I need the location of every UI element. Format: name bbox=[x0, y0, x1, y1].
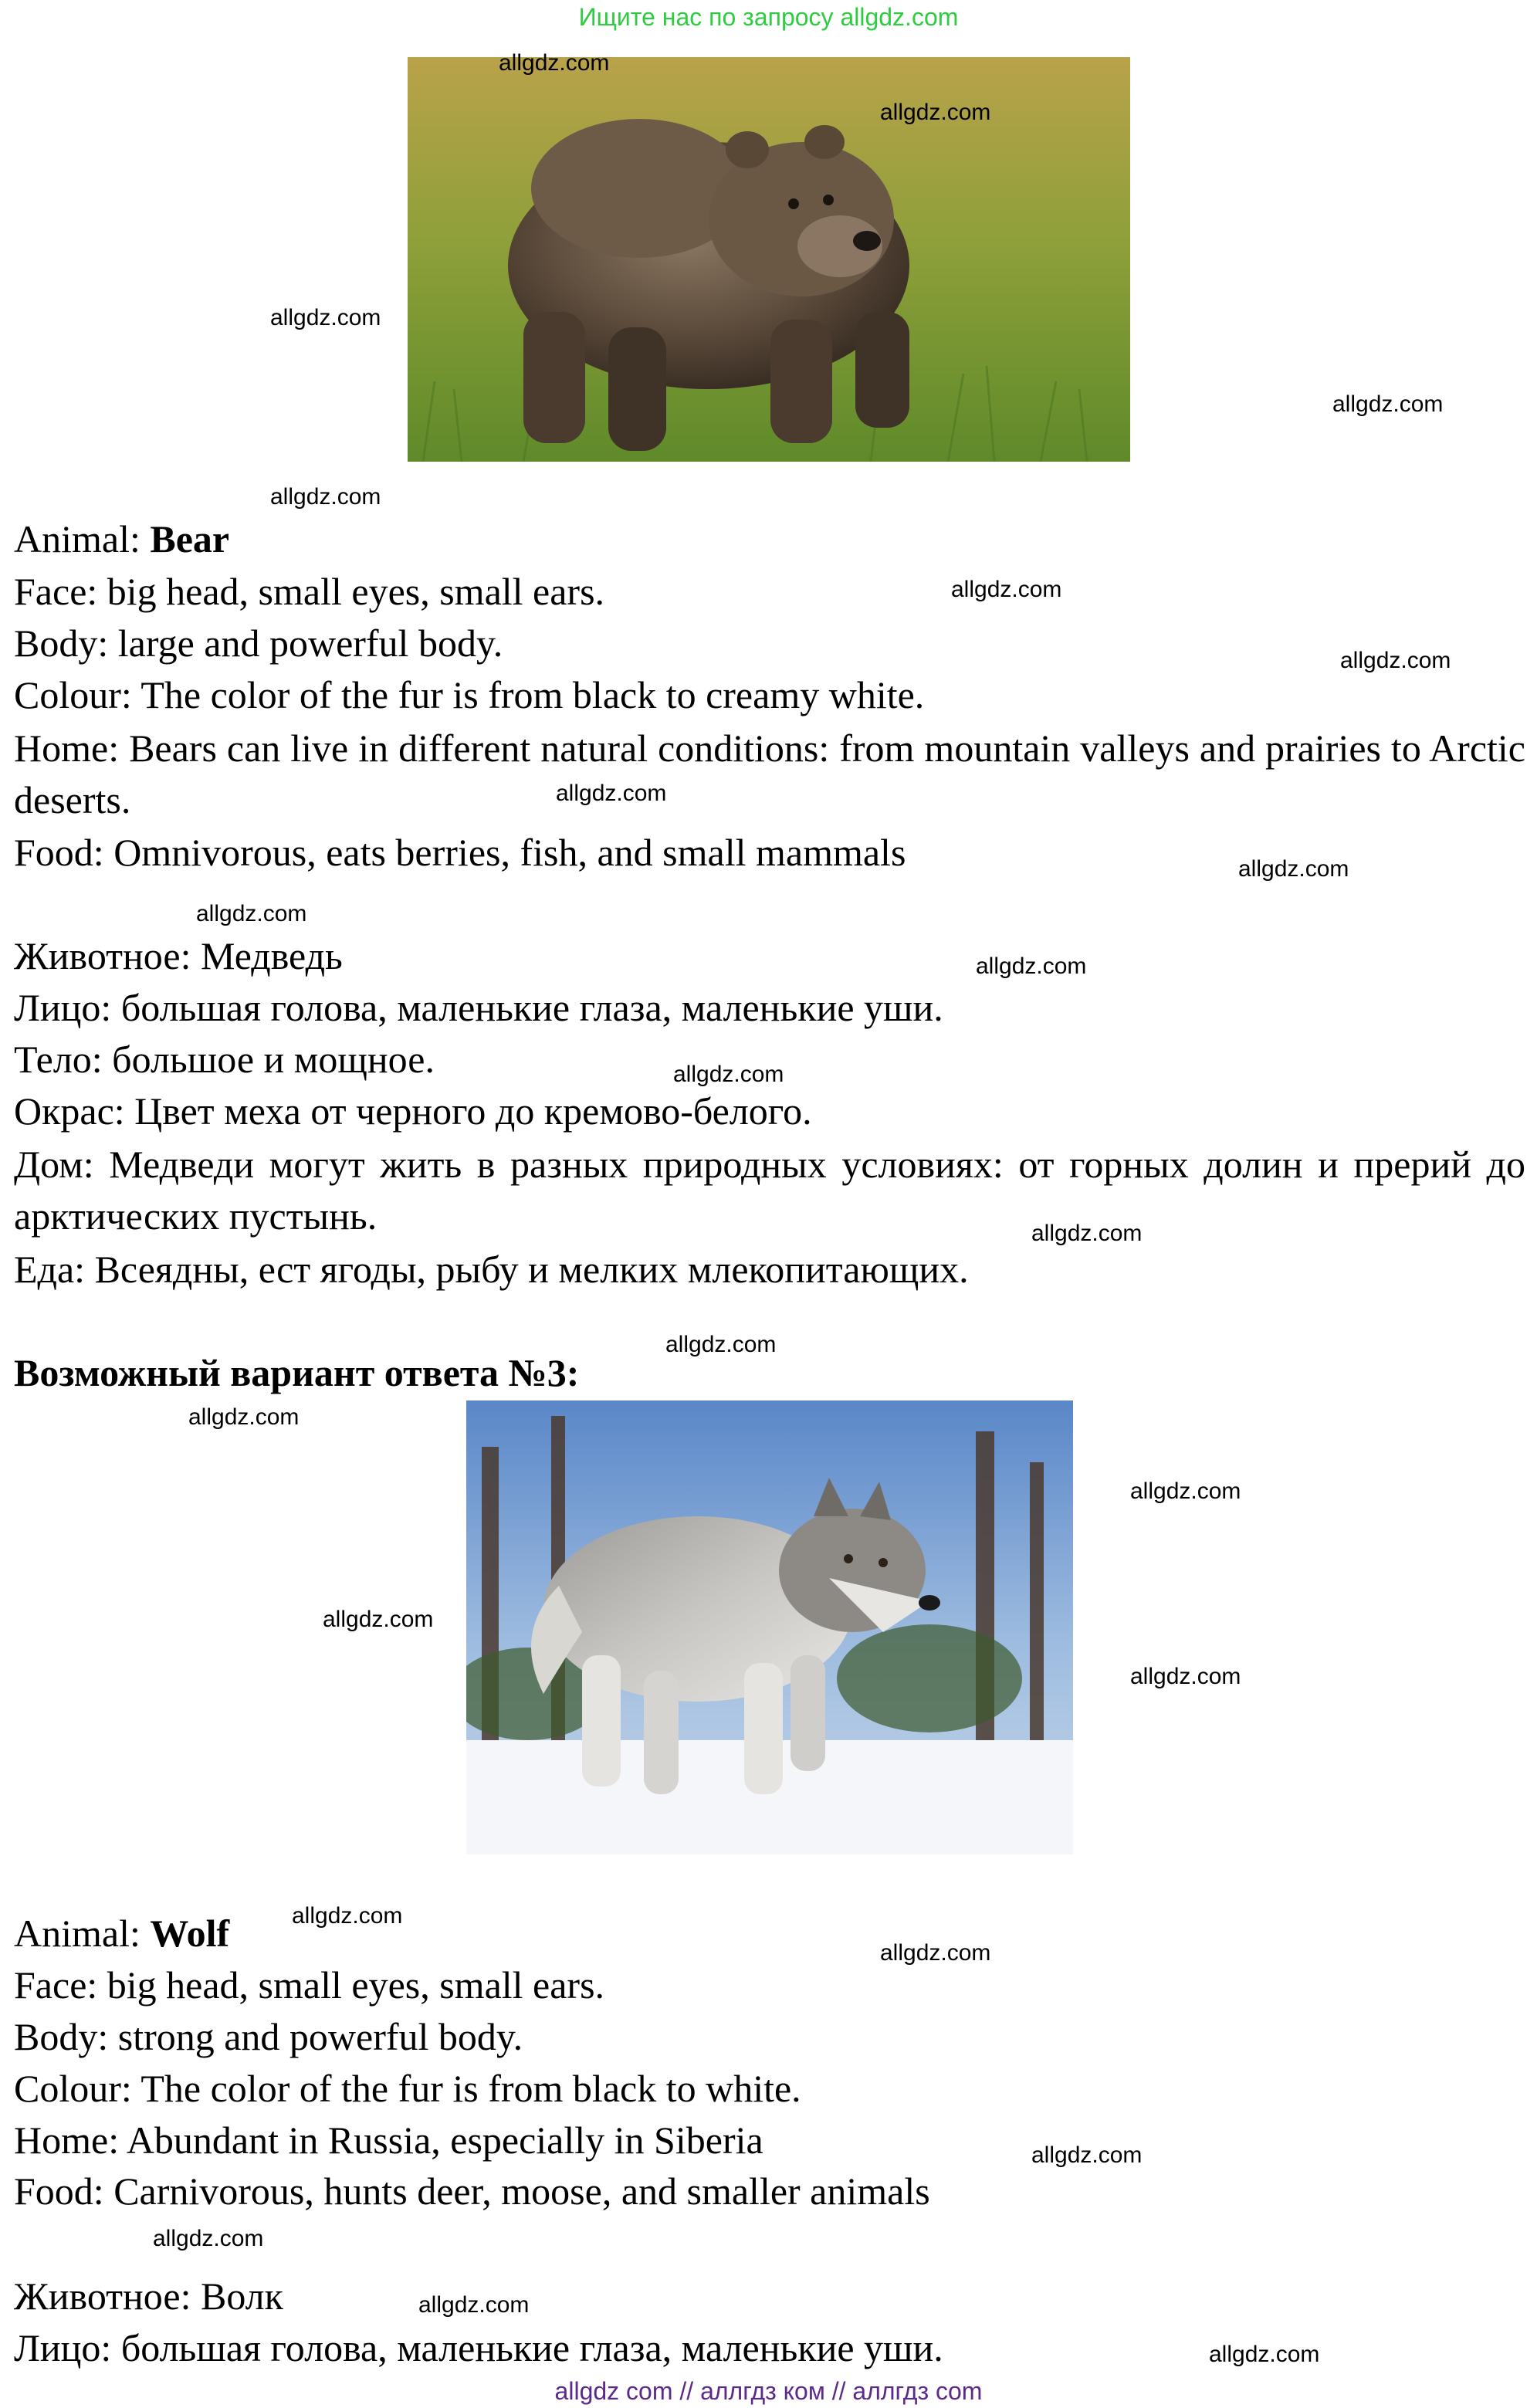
bear-animal-label: Animal: bbox=[14, 517, 151, 561]
wolf-animal-name: Wolf bbox=[150, 1912, 230, 1955]
top-banner-text[interactable]: Ищите нас по запросу allgdz.com bbox=[578, 3, 959, 31]
bear-ru-colour: Окрас: Цвет меха от черного до кремово-белого. bbox=[14, 1089, 812, 1133]
wolf-food: Food: Carnivorous, hunts deer, moose, and smaller animals bbox=[14, 2169, 930, 2213]
bottom-banner[interactable] bbox=[0, 2375, 1537, 2407]
grey-wolf-icon bbox=[466, 1400, 1073, 1854]
watermark: allgdz.com bbox=[1130, 1664, 1241, 1689]
bear-ru-animal: Животное: Медведь bbox=[14, 934, 343, 977]
bear-ru-body: Тело: большое и мощное. bbox=[14, 1038, 435, 1081]
watermark: allgdz.com bbox=[1031, 2142, 1143, 2168]
bear-body: Body: large and powerful body. bbox=[14, 621, 503, 665]
bottom-banner-text[interactable]: allgdz com // аллгдз ком // аллгдз com bbox=[554, 2377, 983, 2405]
wolf-body: Body: strong and powerful body. bbox=[14, 2015, 523, 2058]
bear-animal-name: Bear bbox=[150, 517, 230, 561]
wolf-photo bbox=[466, 1400, 1073, 1854]
watermark: allgdz.com bbox=[556, 781, 667, 806]
bear-ru-food: Еда: Всеядны, ест ягоды, рыбу и мелких млекопитающих. bbox=[14, 1248, 969, 1291]
watermark: allgdz.com bbox=[1031, 1221, 1143, 1246]
watermark: allgdz.com bbox=[323, 1607, 434, 1632]
bear-food: Food: Omnivorous, eats berries, fish, and small mammals bbox=[14, 831, 906, 874]
watermark: allgdz.com bbox=[976, 953, 1087, 979]
watermark: allgdz.com bbox=[418, 2292, 530, 2318]
top-banner[interactable] bbox=[0, 0, 1537, 34]
wolf-colour: Colour: The color of the fur is from black to white. bbox=[14, 2067, 801, 2110]
wolf-home: Home: Abundant in Russia, especially in Siberia bbox=[14, 2118, 763, 2162]
bear-home: Home: Bears can live in different natural conditions: from mountain valleys and prairies to Arctic deserts. bbox=[14, 726, 1525, 821]
watermark: allgdz.com bbox=[270, 305, 381, 330]
watermark: allgdz.com bbox=[153, 2226, 264, 2251]
watermark: allgdz.com bbox=[1332, 391, 1444, 417]
bear-ru-home: Дом: Медведи могут жить в разных природных условиях: от горных долин и прерий до арктических пустынь. bbox=[14, 1143, 1525, 1238]
wolf-animal-line bbox=[14, 1910, 229, 1956]
bear-photo bbox=[408, 57, 1130, 462]
watermark: allgdz.com bbox=[673, 1062, 784, 1087]
watermark: allgdz.com bbox=[1130, 1478, 1241, 1504]
watermark: allgdz.com bbox=[270, 484, 381, 510]
watermark: allgdz.com bbox=[665, 1332, 777, 1357]
bear-colour: Colour: The color of the fur is from black to creamy white. bbox=[14, 673, 925, 716]
bear-face: Face: big head, small eyes, small ears. bbox=[14, 570, 605, 613]
watermark: allgdz.com bbox=[880, 100, 991, 125]
wolf-ru-face: Лицо: большая голова, маленькие глаза, маленькие уши. bbox=[14, 2326, 943, 2369]
bear-animal-line bbox=[14, 516, 229, 562]
watermark: allgdz.com bbox=[1238, 856, 1349, 882]
watermark: allgdz.com bbox=[951, 577, 1062, 602]
watermark: allgdz.com bbox=[499, 50, 610, 76]
watermark: allgdz.com bbox=[1209, 2342, 1320, 2367]
answer3-heading: Возможный вариант ответа №3: bbox=[14, 1351, 580, 1394]
wolf-ru-animal: Животное: Волк bbox=[14, 2274, 283, 2318]
wolf-face: Face: big head, small eyes, small ears. bbox=[14, 1963, 605, 2007]
watermark: allgdz.com bbox=[880, 1940, 991, 1966]
watermark: allgdz.com bbox=[188, 1404, 300, 1430]
watermark: allgdz.com bbox=[1340, 648, 1451, 673]
brown-bear-icon bbox=[408, 57, 1130, 462]
bear-ru-face: Лицо: большая голова, маленькие глаза, маленькие уши. bbox=[14, 986, 943, 1029]
watermark: allgdz.com bbox=[292, 1903, 403, 1929]
watermark: allgdz.com bbox=[196, 901, 307, 926]
wolf-animal-label: Animal: bbox=[14, 1912, 151, 1955]
